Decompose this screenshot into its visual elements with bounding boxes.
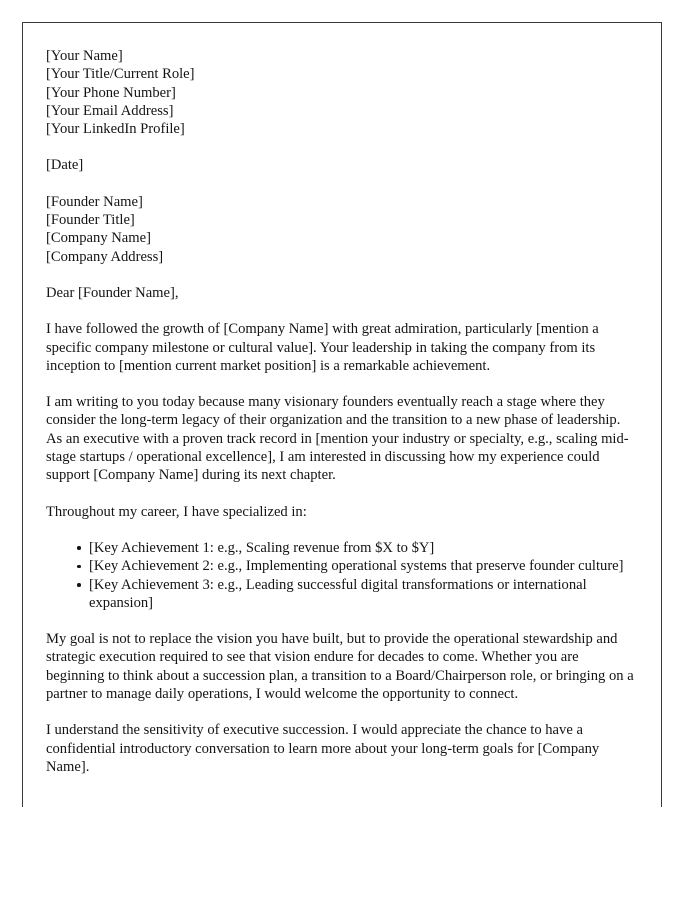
date-line: [Date] <box>46 157 84 174</box>
achievements-list-intro: Throughout my career, I have specialized in: <box>46 503 307 520</box>
document-page <box>22 22 662 807</box>
spacer-after-sender-block <box>46 138 634 156</box>
list-item: [Key Achievement 3: e.g., Leading successful digital transformations or international expansion] <box>46 576 634 613</box>
spacer-after-salutation <box>46 302 634 320</box>
spacer-after-bullet-list <box>46 612 634 630</box>
achievements-bullet-list <box>46 539 634 612</box>
sender-linkedin-line: [Your LinkedIn Profile] <box>46 121 185 138</box>
sender-name-line: [Your Name] <box>46 48 123 64</box>
spacer-after-date <box>46 175 634 193</box>
spacer-after-recipient-block <box>46 266 634 284</box>
spacer-after-paragraph-2 <box>46 485 634 503</box>
spacer-before-bullet-list <box>46 521 634 539</box>
recipient-company-line: [Company Name] <box>46 230 151 247</box>
body-paragraph-1: I have followed the growth of [Company Name] with great admiration, particularly [mention a specific company milestone or cultural value]. Your leadership in taking the company from its inception to [mention current market position] is a remarkable achievement. <box>46 321 599 374</box>
spacer-after-paragraph-3 <box>46 703 634 721</box>
sender-phone-line: [Your Phone Number] <box>46 84 176 101</box>
spacer-after-paragraph-1 <box>46 375 634 393</box>
recipient-title-line: [Founder Title] <box>46 212 135 229</box>
body-paragraph-4: I understand the sensitivity of executive succession. I would appreciate the chance to have a confidential introductory conversation to learn more about your long-term goals for [Company Name]. <box>46 722 600 775</box>
recipient-name-line: [Founder Name] <box>46 193 143 210</box>
body-paragraph-2: I am writing to you today because many visionary founders eventually reach a stage where they consider the long-term legacy of their organization and the transition to a new phase of leadership. As an executive with a proven track record in [mention your industry or specialty, e.g., scaling mid-stage startups / operational excellence], I am interested in discussing how my experience could support [Company Name] during its next chapter. <box>46 394 629 484</box>
sender-address-block <box>46 47 634 138</box>
salutation-line: Dear [Founder Name], <box>46 284 179 301</box>
recipient-address-block <box>46 193 634 266</box>
sender-email-line: [Your Email Address] <box>46 102 174 119</box>
body-paragraph-3: My goal is not to replace the vision you have built, but to provide the operational stewardship and strategic execution required to see that vision endure for decades to come. Whether you are beginning to think about a succession plan, a transition to a Board/Chairperson role, or bringing on a partner to manage daily operations, I would welcome the opportunity to connect. <box>46 631 634 703</box>
recipient-address-line: [Company Address] <box>46 248 164 265</box>
list-item: [Key Achievement 1: e.g., Scaling revenue from $X to $Y] <box>46 539 634 557</box>
list-item: [Key Achievement 2: e.g., Implementing operational systems that preserve founder culture] <box>46 557 634 575</box>
sender-title-line: [Your Title/Current Role] <box>46 66 195 83</box>
letter-body <box>46 47 634 776</box>
